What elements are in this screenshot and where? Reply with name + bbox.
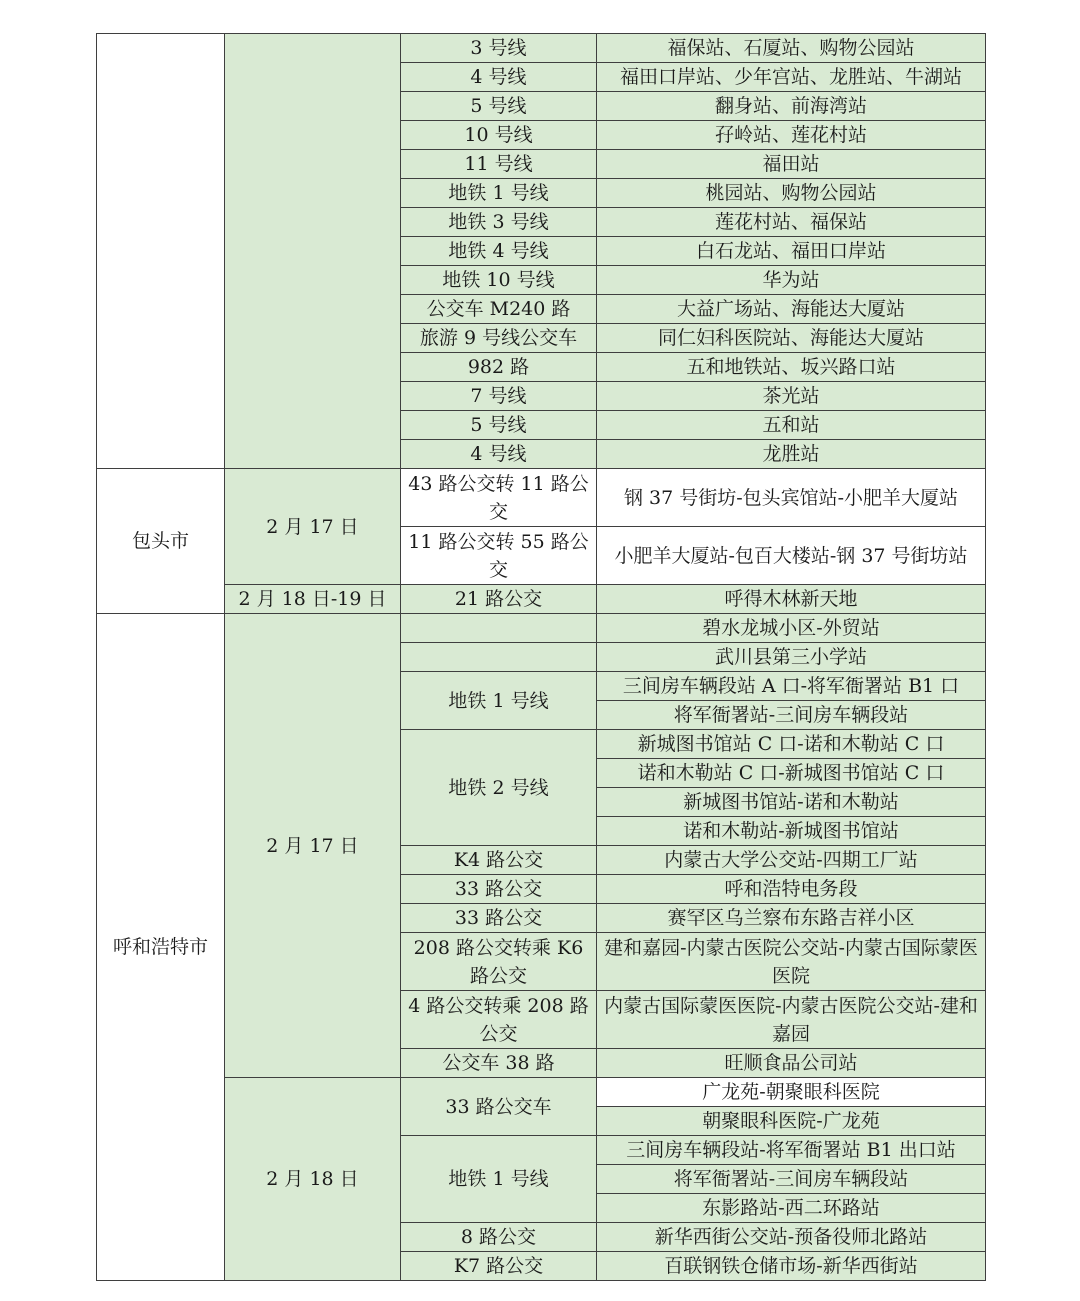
line-cell: 43 路公交转 11 路公交 bbox=[401, 469, 597, 527]
stations-cell: 建和嘉园-内蒙古医院公交站-内蒙古国际蒙医医院 bbox=[597, 933, 986, 991]
city-cell: 包头市 bbox=[97, 469, 225, 614]
stations-cell: 钢 37 号街坊-包头宾馆站-小肥羊大厦站 bbox=[597, 469, 986, 527]
table-row bbox=[97, 1078, 986, 1107]
line-cell: 3 号线 bbox=[401, 34, 597, 63]
line-cell: 地铁 1 号线 bbox=[401, 1136, 597, 1223]
stations-cell: 广龙苑-朝聚眼科医院 bbox=[597, 1078, 986, 1107]
date-cell: 2 月 18 日 bbox=[225, 1078, 401, 1281]
line-cell: 公交车 M240 路 bbox=[401, 295, 597, 324]
city-cell bbox=[97, 34, 225, 469]
stations-cell: 五和站 bbox=[597, 411, 986, 440]
stations-cell: 诺和木勒站 C 口-新城图书馆站 C 口 bbox=[597, 759, 986, 788]
stations-cell: 东影路站-西二环路站 bbox=[597, 1194, 986, 1223]
stations-cell: 赛罕区乌兰察布东路吉祥小区 bbox=[597, 904, 986, 933]
table-row bbox=[97, 469, 986, 527]
transit-route-table bbox=[96, 33, 986, 1281]
date-cell bbox=[225, 34, 401, 469]
stations-cell: 新华西街公交站-预备役师北路站 bbox=[597, 1223, 986, 1252]
line-cell: 5 号线 bbox=[401, 411, 597, 440]
stations-cell: 诺和木勒站-新城图书馆站 bbox=[597, 817, 986, 846]
line-cell: 地铁 2 号线 bbox=[401, 730, 597, 846]
line-cell: 7 号线 bbox=[401, 382, 597, 411]
stations-cell: 百联钢铁仓储市场-新华西街站 bbox=[597, 1252, 986, 1281]
line-cell: 地铁 1 号线 bbox=[401, 672, 597, 730]
stations-cell: 福田站 bbox=[597, 150, 986, 179]
stations-cell: 将军衙署站-三间房车辆段站 bbox=[597, 1165, 986, 1194]
line-cell: 33 路公交 bbox=[401, 904, 597, 933]
date-cell: 2 月 17 日 bbox=[225, 469, 401, 585]
line-cell: 208 路公交转乘 K6 路公交 bbox=[401, 933, 597, 991]
stations-cell: 莲花村站、福保站 bbox=[597, 208, 986, 237]
stations-cell: 同仁妇科医院站、海能达大厦站 bbox=[597, 324, 986, 353]
stations-cell: 福保站、石厦站、购物公园站 bbox=[597, 34, 986, 63]
stations-cell: 三间房车辆段站-将军衙署站 B1 出口站 bbox=[597, 1136, 986, 1165]
stations-cell: 朝聚眼科医院-广龙苑 bbox=[597, 1107, 986, 1136]
line-cell: K7 路公交 bbox=[401, 1252, 597, 1281]
line-cell: 地铁 4 号线 bbox=[401, 237, 597, 266]
stations-cell: 孖岭站、莲花村站 bbox=[597, 121, 986, 150]
stations-cell: 碧水龙城小区-外贸站 bbox=[597, 614, 986, 643]
line-cell: 地铁 3 号线 bbox=[401, 208, 597, 237]
line-cell: 地铁 10 号线 bbox=[401, 266, 597, 295]
stations-cell: 桃园站、购物公园站 bbox=[597, 179, 986, 208]
stations-cell: 茶光站 bbox=[597, 382, 986, 411]
stations-cell: 旺顺食品公司站 bbox=[597, 1049, 986, 1078]
stations-cell: 大益广场站、海能达大厦站 bbox=[597, 295, 986, 324]
stations-cell: 内蒙古大学公交站-四期工厂站 bbox=[597, 846, 986, 875]
line-cell: K4 路公交 bbox=[401, 846, 597, 875]
line-cell: 11 号线 bbox=[401, 150, 597, 179]
line-cell bbox=[401, 614, 597, 643]
stations-cell: 新城图书馆站-诺和木勒站 bbox=[597, 788, 986, 817]
stations-cell: 龙胜站 bbox=[597, 440, 986, 469]
stations-cell: 华为站 bbox=[597, 266, 986, 295]
line-cell: 4 号线 bbox=[401, 440, 597, 469]
date-cell: 2 月 18 日-19 日 bbox=[225, 585, 401, 614]
line-cell: 地铁 1 号线 bbox=[401, 179, 597, 208]
line-cell: 5 号线 bbox=[401, 92, 597, 121]
table-row bbox=[97, 585, 986, 614]
line-cell: 旅游 9 号线公交车 bbox=[401, 324, 597, 353]
line-cell: 公交车 38 路 bbox=[401, 1049, 597, 1078]
stations-cell: 白石龙站、福田口岸站 bbox=[597, 237, 986, 266]
stations-cell: 福田口岸站、少年宫站、龙胜站、牛湖站 bbox=[597, 63, 986, 92]
city-cell: 呼和浩特市 bbox=[97, 614, 225, 1281]
stations-cell: 翻身站、前海湾站 bbox=[597, 92, 986, 121]
line-cell: 11 路公交转 55 路公交 bbox=[401, 527, 597, 585]
stations-cell: 武川县第三小学站 bbox=[597, 643, 986, 672]
line-cell bbox=[401, 643, 597, 672]
stations-cell: 呼和浩特电务段 bbox=[597, 875, 986, 904]
stations-cell: 新城图书馆站 C 口-诺和木勒站 C 口 bbox=[597, 730, 986, 759]
line-cell: 8 路公交 bbox=[401, 1223, 597, 1252]
line-cell: 4 号线 bbox=[401, 63, 597, 92]
line-cell: 4 路公交转乘 208 路公交 bbox=[401, 991, 597, 1049]
table-row bbox=[97, 34, 986, 63]
line-cell: 982 路 bbox=[401, 353, 597, 382]
line-cell: 33 路公交 bbox=[401, 875, 597, 904]
line-cell: 10 号线 bbox=[401, 121, 597, 150]
stations-cell: 三间房车辆段站 A 口-将军衙署站 B1 口 bbox=[597, 672, 986, 701]
table-row bbox=[97, 614, 986, 643]
stations-cell: 小肥羊大厦站-包百大楼站-钢 37 号街坊站 bbox=[597, 527, 986, 585]
line-cell: 33 路公交车 bbox=[401, 1078, 597, 1136]
line-cell: 21 路公交 bbox=[401, 585, 597, 614]
stations-cell: 将军衙署站-三间房车辆段站 bbox=[597, 701, 986, 730]
stations-cell: 内蒙古国际蒙医医院-内蒙古医院公交站-建和嘉园 bbox=[597, 991, 986, 1049]
stations-cell: 呼得木林新天地 bbox=[597, 585, 986, 614]
stations-cell: 五和地铁站、坂兴路口站 bbox=[597, 353, 986, 382]
date-cell: 2 月 17 日 bbox=[225, 614, 401, 1078]
